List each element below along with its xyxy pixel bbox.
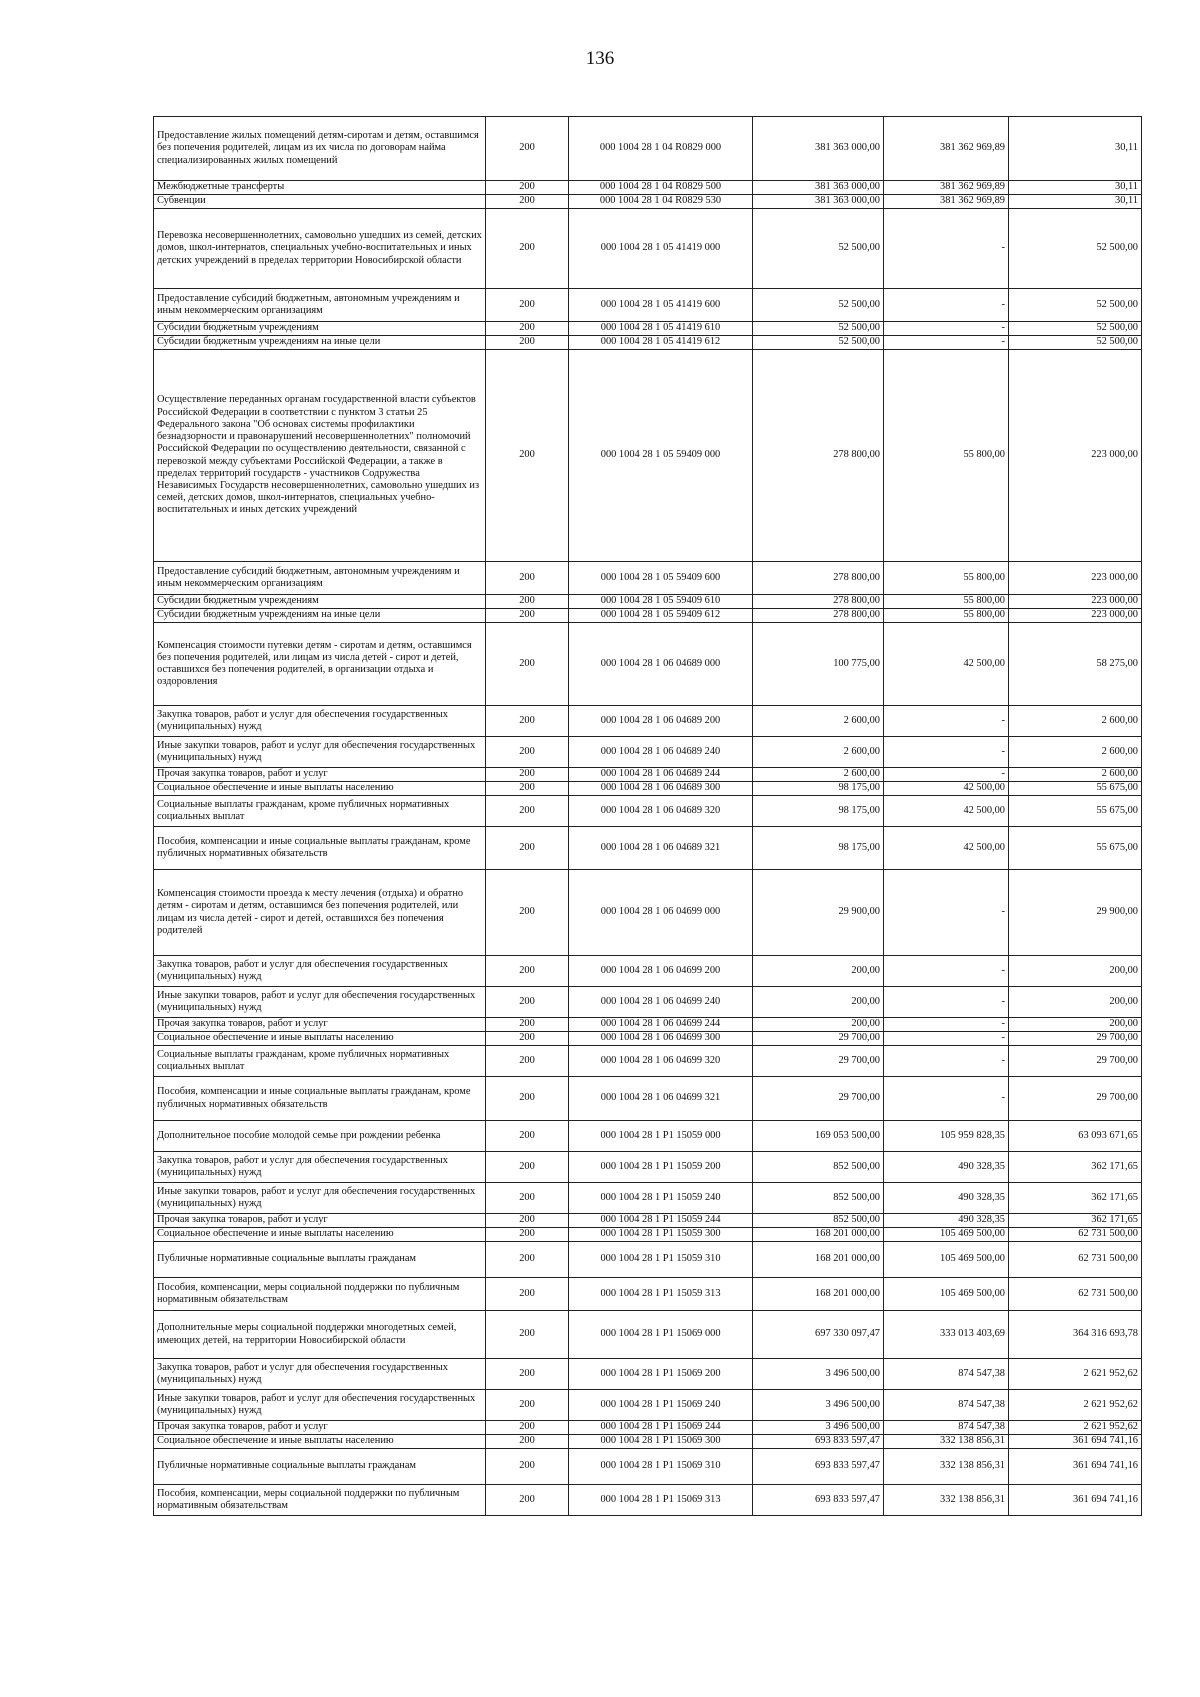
table-row xyxy=(154,706,1142,737)
row-name: Социальные выплаты гражданам, кроме публичных нормативных социальных выплат xyxy=(154,1046,486,1077)
row-executed-amount: 490 328,35 xyxy=(884,1152,1009,1183)
budget-table xyxy=(153,116,1142,1516)
row-remaining-amount: 52 500,00 xyxy=(1009,209,1142,289)
row-remaining-amount: 200,00 xyxy=(1009,956,1142,987)
row-name: Закупка товаров, работ и услуг для обеспечения государственных (муниципальных) нужд xyxy=(154,1359,486,1390)
row-code: 200 xyxy=(486,1311,569,1359)
table-row xyxy=(154,195,1142,209)
row-approved-amount: 3 496 500,00 xyxy=(753,1359,884,1390)
row-code: 200 xyxy=(486,737,569,768)
row-code: 200 xyxy=(486,336,569,350)
row-name: Субсидии бюджетным учреждениям на иные цели xyxy=(154,609,486,623)
row-code: 200 xyxy=(486,1032,569,1046)
row-remaining-amount: 52 500,00 xyxy=(1009,289,1142,322)
row-remaining-amount: 223 000,00 xyxy=(1009,595,1142,609)
table-row xyxy=(154,181,1142,195)
row-name: Социальное обеспечение и иные выплаты населению xyxy=(154,1228,486,1242)
row-executed-amount: 105 469 500,00 xyxy=(884,1242,1009,1278)
row-name: Компенсация стоимости проезда к месту лечения (отдыха) и обратно детям - сиротам и детям, оставшимся без попечения родителей, или лицам из числа детей - сирот и детей, оставшихся без попечения родителей xyxy=(154,870,486,956)
row-classification-code: 000 1004 28 1 P1 15059 310 xyxy=(569,1242,753,1278)
row-executed-amount: 874 547,38 xyxy=(884,1390,1009,1421)
row-classification-code: 000 1004 28 1 05 41419 610 xyxy=(569,322,753,336)
row-approved-amount: 200,00 xyxy=(753,956,884,987)
row-classification-code: 000 1004 28 1 P1 15059 313 xyxy=(569,1278,753,1311)
row-name: Предоставление субсидий бюджетным, автономным учреждениям и иным некоммерческим организациям xyxy=(154,562,486,595)
row-classification-code: 000 1004 28 1 06 04699 320 xyxy=(569,1046,753,1077)
table-row xyxy=(154,796,1142,827)
table-row xyxy=(154,336,1142,350)
row-classification-code: 000 1004 28 1 P1 15069 310 xyxy=(569,1449,753,1485)
row-executed-amount: 42 500,00 xyxy=(884,782,1009,796)
table-row xyxy=(154,1435,1142,1449)
row-code: 200 xyxy=(486,1390,569,1421)
row-code: 200 xyxy=(486,1046,569,1077)
row-executed-amount: 381 362 969,89 xyxy=(884,195,1009,209)
row-executed-amount: 490 328,35 xyxy=(884,1183,1009,1214)
row-remaining-amount: 55 675,00 xyxy=(1009,827,1142,870)
row-name: Пособия, компенсации и иные социальные выплаты гражданам, кроме публичных нормативных обязательств xyxy=(154,1077,486,1121)
row-approved-amount: 381 363 000,00 xyxy=(753,181,884,195)
row-approved-amount: 2 600,00 xyxy=(753,768,884,782)
row-code: 200 xyxy=(486,1421,569,1435)
table-row xyxy=(154,1485,1142,1516)
row-remaining-amount: 58 275,00 xyxy=(1009,623,1142,706)
row-remaining-amount: 2 600,00 xyxy=(1009,706,1142,737)
row-executed-amount: 105 959 828,35 xyxy=(884,1121,1009,1152)
row-classification-code: 000 1004 28 1 06 04689 240 xyxy=(569,737,753,768)
row-remaining-amount: 52 500,00 xyxy=(1009,322,1142,336)
row-remaining-amount: 63 093 671,65 xyxy=(1009,1121,1142,1152)
row-remaining-amount: 364 316 693,78 xyxy=(1009,1311,1142,1359)
table-row xyxy=(154,1032,1142,1046)
row-code: 200 xyxy=(486,562,569,595)
row-approved-amount: 52 500,00 xyxy=(753,209,884,289)
row-executed-amount: - xyxy=(884,987,1009,1018)
row-remaining-amount: 200,00 xyxy=(1009,987,1142,1018)
row-classification-code: 000 1004 28 1 06 04689 244 xyxy=(569,768,753,782)
table-row xyxy=(154,1278,1142,1311)
row-classification-code: 000 1004 28 1 06 04689 300 xyxy=(569,782,753,796)
row-code: 200 xyxy=(486,782,569,796)
row-approved-amount: 852 500,00 xyxy=(753,1214,884,1228)
table-row xyxy=(154,1018,1142,1032)
row-approved-amount: 381 363 000,00 xyxy=(753,195,884,209)
row-code: 200 xyxy=(486,1242,569,1278)
row-remaining-amount: 2 621 952,62 xyxy=(1009,1421,1142,1435)
row-remaining-amount: 362 171,65 xyxy=(1009,1183,1142,1214)
row-name: Закупка товаров, работ и услуг для обеспечения государственных (муниципальных) нужд xyxy=(154,706,486,737)
row-name: Социальное обеспечение и иные выплаты населению xyxy=(154,1032,486,1046)
row-executed-amount: - xyxy=(884,737,1009,768)
row-approved-amount: 29 700,00 xyxy=(753,1032,884,1046)
row-classification-code: 000 1004 28 1 06 04699 321 xyxy=(569,1077,753,1121)
row-classification-code: 000 1004 28 1 06 04689 321 xyxy=(569,827,753,870)
row-remaining-amount: 52 500,00 xyxy=(1009,336,1142,350)
row-approved-amount: 693 833 597,47 xyxy=(753,1485,884,1516)
row-code: 200 xyxy=(486,1359,569,1390)
table-row xyxy=(154,1046,1142,1077)
row-name: Субсидии бюджетным учреждениям на иные цели xyxy=(154,336,486,350)
row-executed-amount: 332 138 856,31 xyxy=(884,1485,1009,1516)
row-classification-code: 000 1004 28 1 06 04689 200 xyxy=(569,706,753,737)
row-executed-amount: - xyxy=(884,1077,1009,1121)
row-approved-amount: 52 500,00 xyxy=(753,336,884,350)
row-remaining-amount: 362 171,65 xyxy=(1009,1214,1142,1228)
row-executed-amount: 55 800,00 xyxy=(884,595,1009,609)
row-executed-amount: 381 362 969,89 xyxy=(884,117,1009,181)
row-name: Закупка товаров, работ и услуг для обеспечения государственных (муниципальных) нужд xyxy=(154,1152,486,1183)
row-executed-amount: - xyxy=(884,209,1009,289)
row-name: Межбюджетные трансферты xyxy=(154,181,486,195)
table-row xyxy=(154,768,1142,782)
row-approved-amount: 98 175,00 xyxy=(753,782,884,796)
row-remaining-amount: 62 731 500,00 xyxy=(1009,1278,1142,1311)
table-row xyxy=(154,623,1142,706)
row-name: Публичные нормативные социальные выплаты гражданам xyxy=(154,1449,486,1485)
row-approved-amount: 29 700,00 xyxy=(753,1046,884,1077)
row-classification-code: 000 1004 28 1 06 04699 240 xyxy=(569,987,753,1018)
row-executed-amount: - xyxy=(884,870,1009,956)
table-row xyxy=(154,562,1142,595)
table-row xyxy=(154,1421,1142,1435)
row-code: 200 xyxy=(486,987,569,1018)
row-executed-amount: 333 013 403,69 xyxy=(884,1311,1009,1359)
page-number: 136 xyxy=(585,48,615,69)
row-approved-amount: 852 500,00 xyxy=(753,1152,884,1183)
table-row xyxy=(154,350,1142,562)
table-row xyxy=(154,1390,1142,1421)
row-code: 200 xyxy=(486,595,569,609)
table-row xyxy=(154,1311,1142,1359)
table-row xyxy=(154,117,1142,181)
row-approved-amount: 693 833 597,47 xyxy=(753,1435,884,1449)
row-code: 200 xyxy=(486,1152,569,1183)
row-classification-code: 000 1004 28 1 06 04699 244 xyxy=(569,1018,753,1032)
table-row xyxy=(154,1152,1142,1183)
row-executed-amount: 874 547,38 xyxy=(884,1359,1009,1390)
row-classification-code: 000 1004 28 1 05 59409 600 xyxy=(569,562,753,595)
row-executed-amount: 874 547,38 xyxy=(884,1421,1009,1435)
row-name: Пособия, компенсации и иные социальные выплаты гражданам, кроме публичных нормативных обязательств xyxy=(154,827,486,870)
table-row xyxy=(154,1449,1142,1485)
row-name: Дополнительное пособие молодой семье при рождении ребенка xyxy=(154,1121,486,1152)
row-code: 200 xyxy=(486,870,569,956)
table-row xyxy=(154,737,1142,768)
row-code: 200 xyxy=(486,209,569,289)
row-code: 200 xyxy=(486,1183,569,1214)
row-classification-code: 000 1004 28 1 06 04689 320 xyxy=(569,796,753,827)
row-classification-code: 000 1004 28 1 06 04699 000 xyxy=(569,870,753,956)
row-remaining-amount: 200,00 xyxy=(1009,1018,1142,1032)
row-executed-amount: - xyxy=(884,1018,1009,1032)
row-approved-amount: 168 201 000,00 xyxy=(753,1278,884,1311)
row-remaining-amount: 223 000,00 xyxy=(1009,350,1142,562)
row-remaining-amount: 29 700,00 xyxy=(1009,1046,1142,1077)
row-approved-amount: 200,00 xyxy=(753,1018,884,1032)
row-code: 200 xyxy=(486,322,569,336)
row-approved-amount: 278 800,00 xyxy=(753,595,884,609)
row-classification-code: 000 1004 28 1 06 04689 000 xyxy=(569,623,753,706)
row-name: Публичные нормативные социальные выплаты гражданам xyxy=(154,1242,486,1278)
row-remaining-amount: 2 600,00 xyxy=(1009,737,1142,768)
row-remaining-amount: 2 600,00 xyxy=(1009,768,1142,782)
row-approved-amount: 381 363 000,00 xyxy=(753,117,884,181)
row-remaining-amount: 361 694 741,16 xyxy=(1009,1449,1142,1485)
row-approved-amount: 200,00 xyxy=(753,987,884,1018)
row-approved-amount: 278 800,00 xyxy=(753,609,884,623)
row-name: Прочая закупка товаров, работ и услуг xyxy=(154,1018,486,1032)
row-name: Перевозка несовершеннолетних, самовольно ушедших из семей, детских домов, школ-интернатов, специальных учебно-воспитательных и иных детских учреждений в пределах территории Новосибирской области xyxy=(154,209,486,289)
row-classification-code: 000 1004 28 1 05 59409 000 xyxy=(569,350,753,562)
row-code: 200 xyxy=(486,1018,569,1032)
row-code: 200 xyxy=(486,1077,569,1121)
row-remaining-amount: 55 675,00 xyxy=(1009,796,1142,827)
row-executed-amount: - xyxy=(884,768,1009,782)
row-code: 200 xyxy=(486,289,569,322)
row-classification-code: 000 1004 28 1 P1 15059 300 xyxy=(569,1228,753,1242)
row-name: Закупка товаров, работ и услуг для обеспечения государственных (муниципальных) нужд xyxy=(154,956,486,987)
row-remaining-amount: 362 171,65 xyxy=(1009,1152,1142,1183)
row-approved-amount: 2 600,00 xyxy=(753,706,884,737)
row-classification-code: 000 1004 28 1 P1 15059 200 xyxy=(569,1152,753,1183)
row-remaining-amount: 29 700,00 xyxy=(1009,1077,1142,1121)
row-code: 200 xyxy=(486,1435,569,1449)
table-row xyxy=(154,1242,1142,1278)
row-classification-code: 000 1004 28 1 04 R0829 000 xyxy=(569,117,753,181)
row-remaining-amount: 29 700,00 xyxy=(1009,1032,1142,1046)
row-approved-amount: 278 800,00 xyxy=(753,562,884,595)
row-remaining-amount: 29 900,00 xyxy=(1009,870,1142,956)
row-approved-amount: 29 700,00 xyxy=(753,1077,884,1121)
row-name: Предоставление жилых помещений детям-сиротам и детям, оставшимся без попечения родителей, лицам из их числа по договорам найма специализированных жилых помещений xyxy=(154,117,486,181)
row-executed-amount: - xyxy=(884,289,1009,322)
row-executed-amount: 381 362 969,89 xyxy=(884,181,1009,195)
row-name: Прочая закупка товаров, работ и услуг xyxy=(154,1214,486,1228)
table-row xyxy=(154,956,1142,987)
row-remaining-amount: 2 621 952,62 xyxy=(1009,1390,1142,1421)
row-approved-amount: 98 175,00 xyxy=(753,827,884,870)
row-classification-code: 000 1004 28 1 05 59409 610 xyxy=(569,595,753,609)
row-classification-code: 000 1004 28 1 P1 15059 000 xyxy=(569,1121,753,1152)
row-remaining-amount: 361 694 741,16 xyxy=(1009,1435,1142,1449)
row-remaining-amount: 223 000,00 xyxy=(1009,609,1142,623)
row-name: Предоставление субсидий бюджетным, автономным учреждениям и иным некоммерческим организациям xyxy=(154,289,486,322)
row-code: 200 xyxy=(486,623,569,706)
table-row xyxy=(154,1228,1142,1242)
row-name: Субвенции xyxy=(154,195,486,209)
row-code: 200 xyxy=(486,706,569,737)
row-remaining-amount: 55 675,00 xyxy=(1009,782,1142,796)
row-remaining-amount: 361 694 741,16 xyxy=(1009,1485,1142,1516)
row-classification-code: 000 1004 28 1 P1 15069 200 xyxy=(569,1359,753,1390)
row-classification-code: 000 1004 28 1 04 R0829 530 xyxy=(569,195,753,209)
row-executed-amount: 42 500,00 xyxy=(884,796,1009,827)
row-code: 200 xyxy=(486,1214,569,1228)
row-approved-amount: 98 175,00 xyxy=(753,796,884,827)
row-executed-amount: 55 800,00 xyxy=(884,609,1009,623)
row-classification-code: 000 1004 28 1 05 41419 600 xyxy=(569,289,753,322)
row-code: 200 xyxy=(486,1228,569,1242)
row-name: Социальное обеспечение и иные выплаты населению xyxy=(154,1435,486,1449)
row-code: 200 xyxy=(486,195,569,209)
row-approved-amount: 100 775,00 xyxy=(753,623,884,706)
row-executed-amount: - xyxy=(884,1046,1009,1077)
row-executed-amount: - xyxy=(884,322,1009,336)
row-name: Дополнительные меры социальной поддержки многодетных семей, имеющих детей, на территории Новосибирской области xyxy=(154,1311,486,1359)
row-executed-amount: 490 328,35 xyxy=(884,1214,1009,1228)
row-approved-amount: 693 833 597,47 xyxy=(753,1449,884,1485)
row-name: Прочая закупка товаров, работ и услуг xyxy=(154,1421,486,1435)
table-row xyxy=(154,782,1142,796)
row-classification-code: 000 1004 28 1 P1 15069 244 xyxy=(569,1421,753,1435)
row-approved-amount: 169 053 500,00 xyxy=(753,1121,884,1152)
row-name: Иные закупки товаров, работ и услуг для обеспечения государственных (муниципальных) нужд xyxy=(154,987,486,1018)
table-row xyxy=(154,609,1142,623)
row-executed-amount: 42 500,00 xyxy=(884,827,1009,870)
row-name: Иные закупки товаров, работ и услуг для обеспечения государственных (муниципальных) нужд xyxy=(154,1390,486,1421)
table-row xyxy=(154,987,1142,1018)
row-name: Социальное обеспечение и иные выплаты населению xyxy=(154,782,486,796)
row-executed-amount: - xyxy=(884,956,1009,987)
row-classification-code: 000 1004 28 1 06 04699 200 xyxy=(569,956,753,987)
row-remaining-amount: 30,11 xyxy=(1009,117,1142,181)
row-code: 200 xyxy=(486,796,569,827)
row-name: Иные закупки товаров, работ и услуг для обеспечения государственных (муниципальных) нужд xyxy=(154,1183,486,1214)
table-row xyxy=(154,595,1142,609)
row-code: 200 xyxy=(486,609,569,623)
row-name: Иные закупки товаров, работ и услуг для обеспечения государственных (муниципальных) нужд xyxy=(154,737,486,768)
row-code: 200 xyxy=(486,117,569,181)
row-code: 200 xyxy=(486,1278,569,1311)
row-code: 200 xyxy=(486,1449,569,1485)
table-row xyxy=(154,1183,1142,1214)
row-code: 200 xyxy=(486,1121,569,1152)
row-approved-amount: 3 496 500,00 xyxy=(753,1390,884,1421)
table-row xyxy=(154,827,1142,870)
row-remaining-amount: 223 000,00 xyxy=(1009,562,1142,595)
row-classification-code: 000 1004 28 1 P1 15059 240 xyxy=(569,1183,753,1214)
row-executed-amount: 55 800,00 xyxy=(884,350,1009,562)
row-classification-code: 000 1004 28 1 P1 15069 300 xyxy=(569,1435,753,1449)
row-name: Компенсация стоимости путевки детям - сиротам и детям, оставшимся без попечения родителей, или лицам из числа детей - сирот и детей, оставшихся без попечения родителей, в организации отдыха и оздоровления xyxy=(154,623,486,706)
row-code: 200 xyxy=(486,768,569,782)
table-row xyxy=(154,1121,1142,1152)
row-remaining-amount: 30,11 xyxy=(1009,181,1142,195)
row-classification-code: 000 1004 28 1 P1 15059 244 xyxy=(569,1214,753,1228)
row-name: Субсидии бюджетным учреждениям xyxy=(154,595,486,609)
table-row xyxy=(154,322,1142,336)
row-approved-amount: 29 900,00 xyxy=(753,870,884,956)
row-executed-amount: 332 138 856,31 xyxy=(884,1435,1009,1449)
row-approved-amount: 52 500,00 xyxy=(753,289,884,322)
table-row xyxy=(154,1214,1142,1228)
row-name: Осуществление переданных органам государственной власти субъектов Российской Федерации в соответствии с пунктом 3 статьи 25 Федерального закона "Об основах системы профилактики безнадзорности и правонарушений несовершеннолетних" полномочий Российской Федерации по осуществлению деятельности, связанной с перевозкой между субъектами Российской Федерации, а также в пределах территорий государств - участников Содружества Независимых Государств несовершеннолетних, самовольно ушедших из семей, детских домов, школ-интернатов, специальных учебно-воспитательных и иных детских учреждений xyxy=(154,350,486,562)
budget-table-body xyxy=(154,117,1142,1516)
row-code: 200 xyxy=(486,1485,569,1516)
row-classification-code: 000 1004 28 1 04 R0829 500 xyxy=(569,181,753,195)
row-approved-amount: 168 201 000,00 xyxy=(753,1242,884,1278)
row-remaining-amount: 62 731 500,00 xyxy=(1009,1242,1142,1278)
row-classification-code: 000 1004 28 1 05 59409 612 xyxy=(569,609,753,623)
row-executed-amount: - xyxy=(884,1032,1009,1046)
row-name: Прочая закупка товаров, работ и услуг xyxy=(154,768,486,782)
row-approved-amount: 852 500,00 xyxy=(753,1183,884,1214)
row-classification-code: 000 1004 28 1 P1 15069 313 xyxy=(569,1485,753,1516)
row-remaining-amount: 2 621 952,62 xyxy=(1009,1359,1142,1390)
row-executed-amount: 105 469 500,00 xyxy=(884,1228,1009,1242)
row-classification-code: 000 1004 28 1 05 41419 612 xyxy=(569,336,753,350)
table-row xyxy=(154,1359,1142,1390)
row-name: Субсидии бюджетным учреждениям xyxy=(154,322,486,336)
row-executed-amount: - xyxy=(884,706,1009,737)
row-name: Пособия, компенсации, меры социальной поддержки по публичным нормативным обязательствам xyxy=(154,1485,486,1516)
row-remaining-amount: 62 731 500,00 xyxy=(1009,1228,1142,1242)
row-code: 200 xyxy=(486,350,569,562)
row-approved-amount: 2 600,00 xyxy=(753,737,884,768)
row-name: Социальные выплаты гражданам, кроме публичных нормативных социальных выплат xyxy=(154,796,486,827)
table-row xyxy=(154,209,1142,289)
row-executed-amount: 42 500,00 xyxy=(884,623,1009,706)
row-code: 200 xyxy=(486,181,569,195)
table-row xyxy=(154,1077,1142,1121)
row-approved-amount: 168 201 000,00 xyxy=(753,1228,884,1242)
row-remaining-amount: 30,11 xyxy=(1009,195,1142,209)
row-classification-code: 000 1004 28 1 P1 15069 000 xyxy=(569,1311,753,1359)
row-approved-amount: 3 496 500,00 xyxy=(753,1421,884,1435)
row-code: 200 xyxy=(486,956,569,987)
row-code: 200 xyxy=(486,827,569,870)
row-executed-amount: - xyxy=(884,336,1009,350)
table-row xyxy=(154,289,1142,322)
row-approved-amount: 52 500,00 xyxy=(753,322,884,336)
row-executed-amount: 55 800,00 xyxy=(884,562,1009,595)
row-executed-amount: 332 138 856,31 xyxy=(884,1449,1009,1485)
row-classification-code: 000 1004 28 1 05 41419 000 xyxy=(569,209,753,289)
row-approved-amount: 278 800,00 xyxy=(753,350,884,562)
row-classification-code: 000 1004 28 1 06 04699 300 xyxy=(569,1032,753,1046)
row-approved-amount: 697 330 097,47 xyxy=(753,1311,884,1359)
row-executed-amount: 105 469 500,00 xyxy=(884,1278,1009,1311)
table-row xyxy=(154,870,1142,956)
row-name: Пособия, компенсации, меры социальной поддержки по публичным нормативным обязательствам xyxy=(154,1278,486,1311)
row-classification-code: 000 1004 28 1 P1 15069 240 xyxy=(569,1390,753,1421)
